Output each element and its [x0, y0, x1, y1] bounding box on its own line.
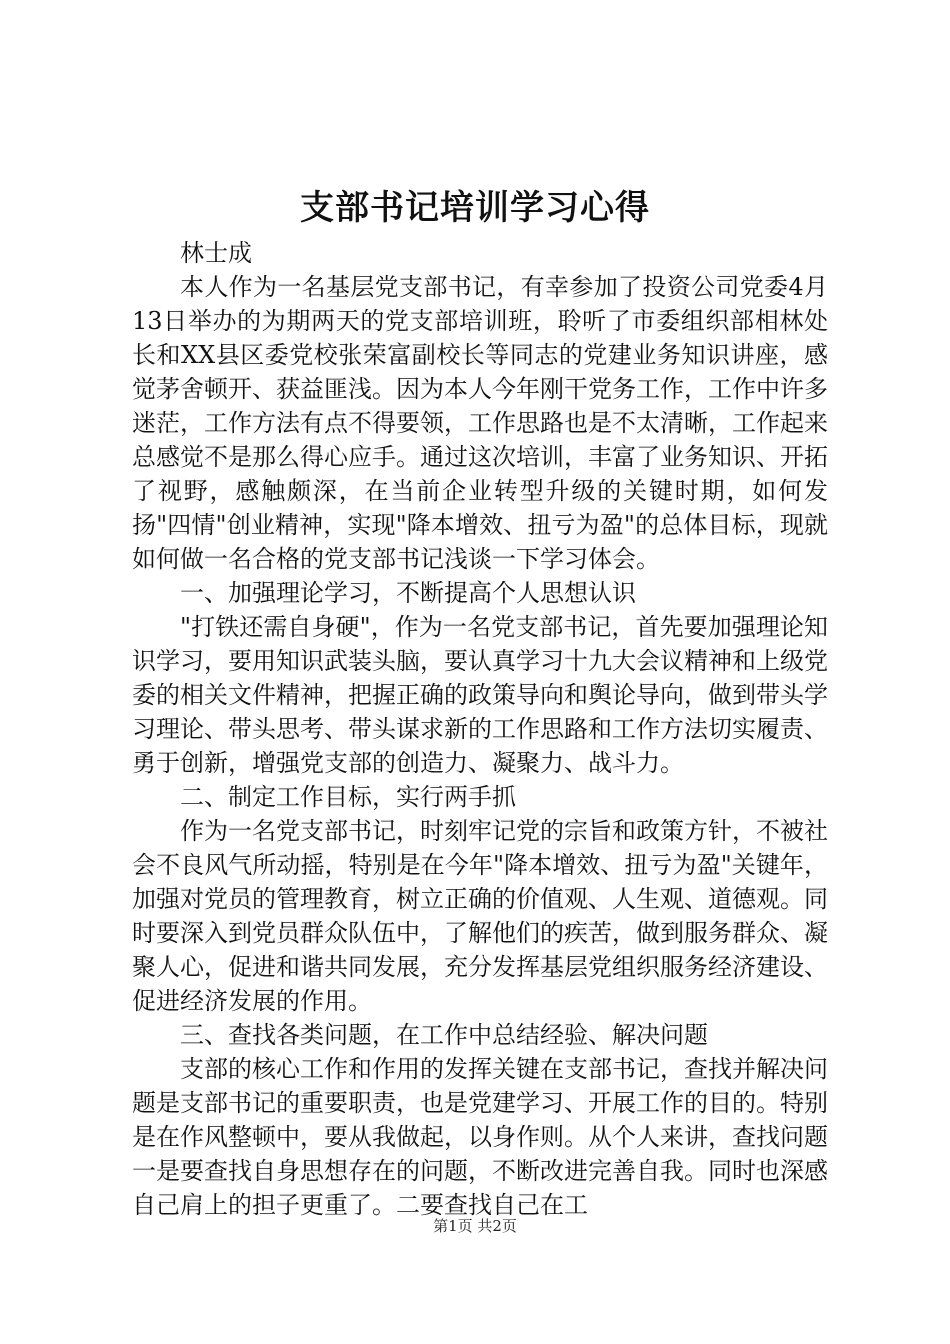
section-heading-3: 三、查找各类问题，在工作中总结经验、解决问题	[180, 1021, 708, 1049]
document-body	[132, 236, 828, 1222]
paragraph-section-3: 支部的核心工作和作用的发挥关键在支部书记，查找并解决问题是支部书记的重要职责，也是党建学习、开展工作的目的。特别是在作风整顿中，要从我做起，以身作则。从个人来讲，查找问题一是要查找自身思想存在的问题，不断改进完善自我。同时也深感自己肩上的担子更重了。二要查找自己在工	[132, 1055, 828, 1219]
document-title: 支部书记培训学习心得	[300, 188, 650, 228]
paragraph-section-1: "打铁还需自身硬"，作为一名党支部书记，首先要加强理论知识学习，要用知识武装头脑，要认真学习十九大会议精神和上级党委的相关文件精神，把握正确的政策导向和舆论导向，做到带头学习理论、带头思考、带头谋求新的工作思路和工作方法切实履责、勇于创新，增强党支部的创造力、凝聚力、战斗力。	[132, 613, 828, 777]
section-heading-1: 一、加强理论学习，不断提高个人思想认识	[180, 579, 636, 607]
paragraph-intro: 本人作为一名基层党支部书记，有幸参加了投资公司党委4月13日举办的为期两天的党支部培训班，聆听了市委组织部相林处长和XX县区委党校张荣富副校长等同志的党建业务知识讲座，感觉茅舍顿开、获益匪浅。因为本人今年刚干党务工作，工作中许多迷茫，工作方法有点不得要领，工作思路也是不太清晰，工作起来总感觉不是那么得心应手。通过这次培训，丰富了业务知识、开拓了视野，感触颇深，在当前企业转型升级的关键时期，如何发扬"四情"创业精神，实现"降本增效、扭亏为盈"的总体目标，现就如何做一名合格的党支部书记浅谈一下学习体会。	[132, 273, 828, 573]
paragraph-section-2: 作为一名党支部书记，时刻牢记党的宗旨和政策方针，不被社会不良风气所动摇，特别是在今年"降本增效、扭亏为盈"关键年，加强对党员的管理教育，树立正确的价值观、人生观、道德观。同时要深入到党员群众队伍中，了解他们的疾苦，做到服务群众、凝聚人心，促进和谐共同发展，充分发挥基层党组织服务经济建设、促进经济发展的作用。	[132, 817, 828, 1015]
author-line: 林士成	[180, 239, 252, 267]
section-heading-2: 二、制定工作目标，实行两手抓	[180, 783, 516, 811]
page-number-footer: 第1页 共2页	[433, 1217, 517, 1235]
